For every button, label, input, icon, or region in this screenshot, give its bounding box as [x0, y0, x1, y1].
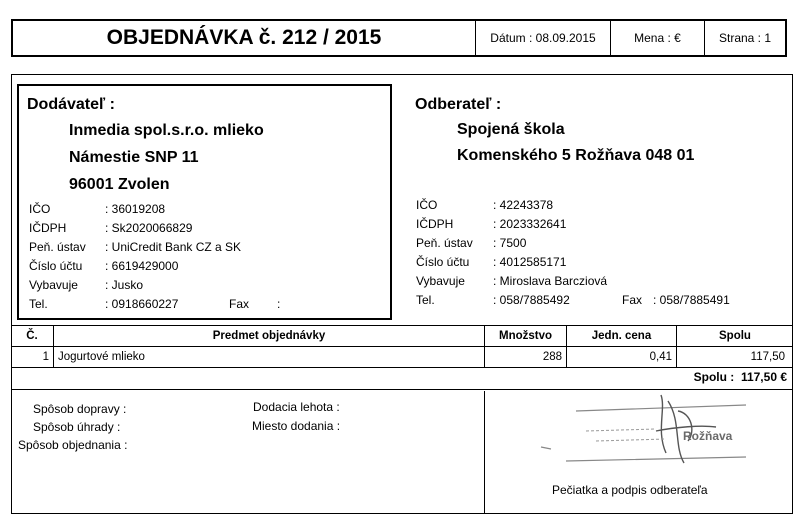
supplier-fax-label: Fax	[229, 297, 250, 311]
customer-ico-label: IČO	[416, 198, 438, 212]
date-field: Dátum : 08.09.2015	[475, 21, 610, 55]
transport-label: Spôsob dopravy :	[33, 402, 127, 416]
customer-name: Spojená škola	[457, 121, 565, 138]
supplier-ico-label: IČO	[29, 202, 51, 216]
supplier-city: 96001 Zvolen	[69, 176, 170, 193]
page-field: Strana : 1	[704, 21, 785, 55]
column-header-qty: Množstvo	[484, 325, 566, 346]
table-header-row	[11, 325, 793, 346]
stamp-signature	[516, 391, 776, 479]
supplier-contact-label: Vybavuje	[29, 278, 78, 292]
column-header-total: Spolu	[676, 325, 793, 346]
customer-icdph-label: IČDPH	[416, 217, 454, 231]
supplier-name: Inmedia spol.s.r.o. mlieko	[69, 122, 264, 139]
customer-tel-label: Tel.	[416, 293, 435, 307]
supplier-street: Námestie SNP 11	[69, 149, 199, 166]
header-bar	[11, 19, 787, 57]
document-title: OBJEDNÁVKA č. 212 / 2015	[106, 26, 382, 49]
customer-street: Komenského 5 Rožňava 048 01	[457, 147, 695, 164]
customer-contact-label: Vybavuje	[416, 274, 465, 288]
row-no: 1	[42, 350, 49, 363]
stamp-text: Rožňava	[683, 429, 733, 443]
payment-label: Spôsob úhrady :	[33, 420, 121, 434]
customer-account-value: : 4012585171	[493, 255, 567, 269]
supplier-icdph-value: : Sk2020066829	[105, 221, 193, 235]
footer-divider	[484, 391, 485, 514]
column-header-item: Predmet objednávky	[53, 325, 484, 346]
supplier-box	[17, 84, 392, 320]
ordering-label: Spôsob objednania :	[18, 438, 128, 452]
grand-total: Spolu : 117,50 €	[693, 370, 787, 384]
delivery-deadline-label: Dodacia lehota :	[253, 400, 340, 414]
delivery-place-label: Miesto dodania :	[252, 419, 341, 433]
customer-bank-label: Peň. ústav	[416, 236, 473, 250]
supplier-tel-label: Tel.	[29, 297, 48, 311]
customer-fax-label: Fax	[622, 293, 643, 307]
customer-fax-value: : 058/7885491	[653, 293, 730, 307]
row-total: 117,50	[676, 346, 793, 367]
column-header-unit-price: Jedn. cena	[566, 325, 676, 346]
supplier-account-label: Číslo účtu	[29, 259, 83, 273]
supplier-heading: Dodávateľ :	[27, 96, 115, 113]
row-qty: 288	[484, 346, 566, 367]
customer-ico-value: : 42243378	[493, 198, 554, 212]
customer-section	[400, 84, 790, 320]
supplier-icdph-label: IČDPH	[29, 221, 67, 235]
customer-tel-value: : 058/7885492	[493, 293, 570, 307]
supplier-ico-value: : 36019208	[105, 202, 166, 216]
customer-account-label: Číslo účtu	[416, 255, 470, 269]
supplier-contact-value: : Jusko	[105, 278, 144, 292]
footer-section	[11, 391, 793, 514]
customer-bank-value: : 7500	[493, 236, 527, 250]
signature-label: Pečiatka a podpis odberateľa	[552, 483, 708, 497]
row-item: Jogurtové mlieko	[53, 346, 484, 367]
table-row	[11, 346, 793, 367]
stamp-image	[516, 391, 776, 479]
supplier-fax-value: :	[277, 297, 281, 311]
customer-icdph-value: : 2023332641	[493, 217, 567, 231]
order-table	[11, 325, 793, 391]
supplier-account-value: : 6619429000	[105, 259, 179, 273]
row-unit-price: 0,41	[566, 346, 676, 367]
supplier-tel-value: : 0918660227	[105, 297, 179, 311]
column-header-no: Č.	[26, 329, 38, 342]
supplier-bank-label: Peň. ústav	[29, 240, 86, 254]
customer-contact-value: : Miroslava Barcziová	[493, 274, 608, 288]
supplier-bank-value: : UniCredit Bank CZ a SK	[105, 240, 242, 254]
currency-field: Mena : €	[610, 21, 704, 55]
customer-heading: Odberateľ :	[415, 96, 502, 113]
